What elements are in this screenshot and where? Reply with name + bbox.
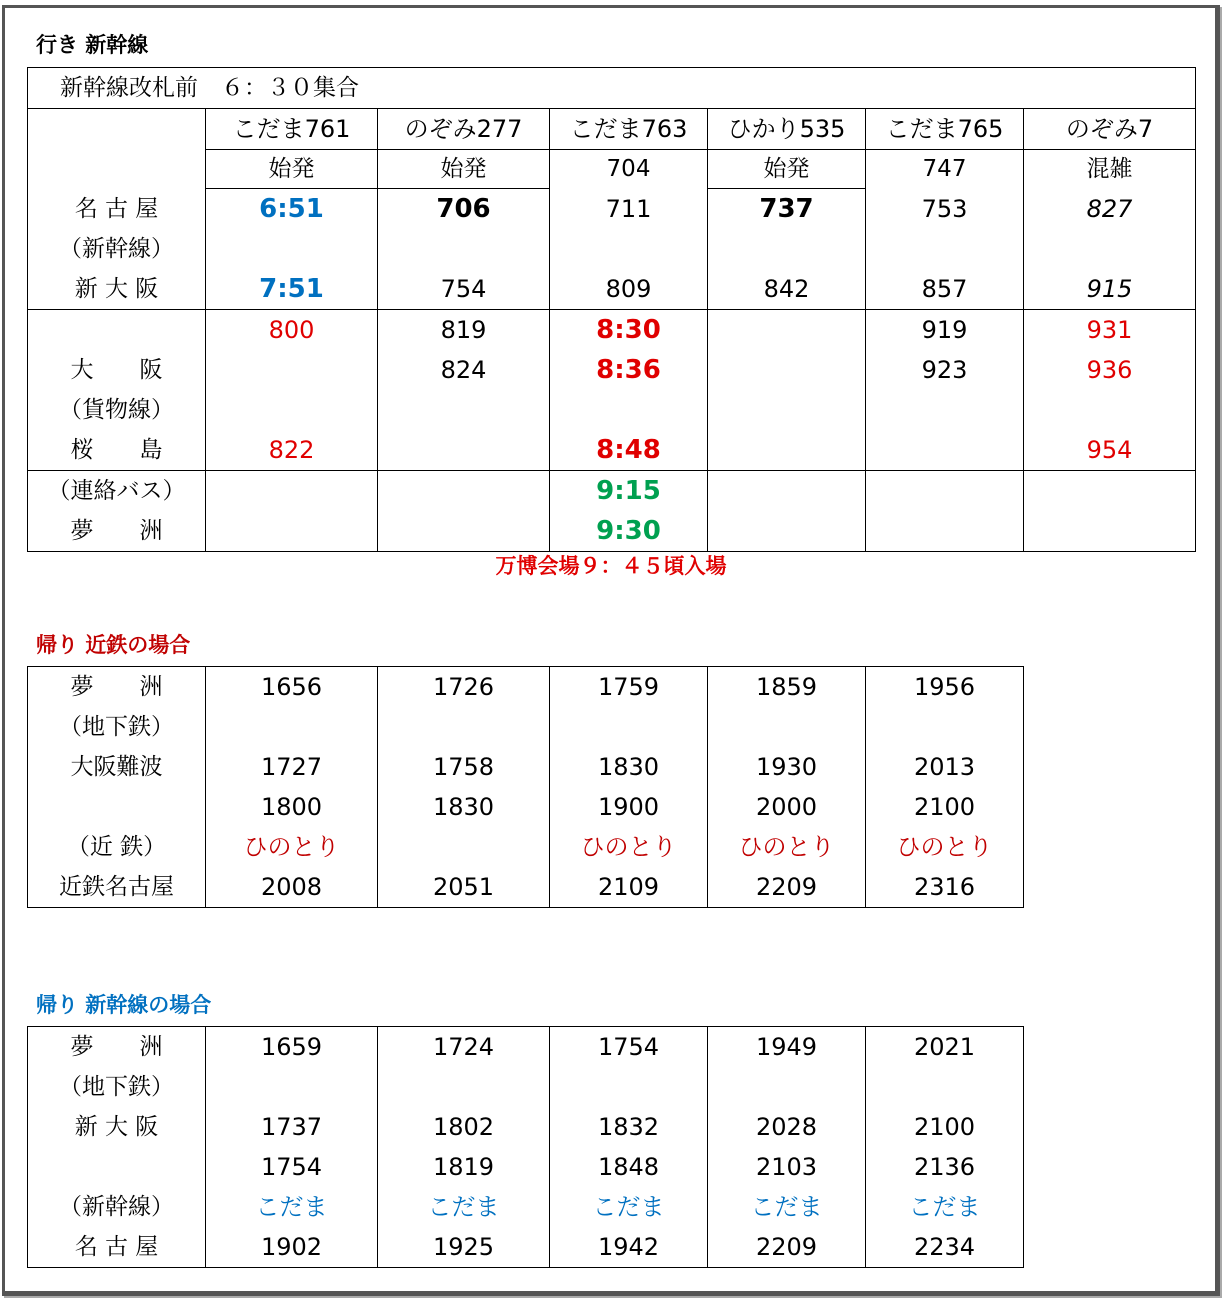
train-note: 始発 bbox=[378, 150, 550, 189]
time-cell bbox=[708, 189, 866, 310]
time-cell bbox=[1024, 189, 1196, 310]
hinotori-label: ひのとり bbox=[580, 833, 677, 861]
time-value: 8:30 bbox=[596, 315, 661, 345]
time-value: 753 bbox=[921, 194, 968, 223]
time-value: 754 bbox=[440, 275, 487, 303]
train-note: 始発 bbox=[708, 150, 866, 189]
time-value: 827 bbox=[1086, 194, 1133, 223]
shinkansen-return-title: 帰り 新幹線の場合 bbox=[36, 993, 212, 1017]
time-column: 1956 2013 2100 ひのとり 2316 bbox=[866, 667, 1024, 908]
time-value: 819 bbox=[440, 316, 487, 344]
time-column: 1754 1832 1848 こだま 1942 bbox=[550, 1027, 708, 1268]
station-labels bbox=[28, 1027, 206, 1268]
time-cell bbox=[866, 189, 1024, 310]
kodama-label: こだま bbox=[592, 1193, 665, 1221]
time-cell bbox=[550, 471, 708, 552]
station-label: 夢 洲 bbox=[70, 674, 163, 700]
time-value: 737 bbox=[759, 194, 814, 224]
time-value: 6:51 bbox=[259, 194, 324, 224]
time-cell bbox=[1024, 310, 1196, 471]
station-label: 大阪難波 bbox=[70, 754, 163, 780]
kodama-label: こだま bbox=[255, 1193, 328, 1221]
train-note: 混雑 bbox=[1024, 150, 1196, 189]
station-label: 名 古 屋 bbox=[74, 195, 159, 222]
station-label: 大 阪 bbox=[70, 357, 163, 383]
time-cell bbox=[708, 310, 866, 471]
time-value: 936 bbox=[1086, 356, 1133, 384]
bus-labels bbox=[28, 471, 206, 552]
time-value: 8:48 bbox=[596, 435, 661, 465]
station-labels bbox=[28, 667, 206, 908]
station-label: （新幹線） bbox=[59, 235, 174, 262]
station-label: （連絡バス） bbox=[47, 478, 186, 504]
train-name: のぞみ277 bbox=[378, 109, 550, 150]
station-label: 桜 島 bbox=[70, 437, 163, 463]
station-label: 新 大 阪 bbox=[74, 1114, 159, 1140]
time-cell bbox=[378, 189, 550, 310]
time-cell bbox=[206, 310, 378, 471]
hinotori-label: ひのとり bbox=[738, 833, 835, 861]
shinkansen-return-timetable bbox=[27, 1026, 1024, 1268]
time-cell bbox=[866, 310, 1024, 471]
train-name: こだま763 bbox=[550, 109, 708, 150]
kodama-label: こだま bbox=[750, 1193, 823, 1221]
station-label: （新幹線） bbox=[59, 1194, 174, 1220]
time-column: 1759 1830 1900 ひのとり 2109 bbox=[550, 667, 708, 908]
time-value: 923 bbox=[921, 356, 968, 384]
meeting-header: 新幹線改札前 ６：３０集合 bbox=[28, 68, 1196, 109]
time-value: 9:30 bbox=[596, 516, 661, 546]
train-name: のぞみ7 bbox=[1024, 109, 1196, 150]
time-value: 8:36 bbox=[596, 355, 661, 385]
station-label: 夢 洲 bbox=[70, 518, 163, 544]
hinotori-label: ひのとり bbox=[243, 833, 340, 861]
time-column: 1656 1727 1800 ひのとり 2008 bbox=[206, 667, 378, 908]
kodama-label: こだま bbox=[427, 1193, 500, 1221]
train-note: 始発 bbox=[206, 150, 378, 189]
time-value: 7:51 bbox=[259, 274, 324, 304]
station-label: 新 大 阪 bbox=[74, 275, 159, 302]
time-cell bbox=[550, 189, 708, 310]
time-cell bbox=[378, 310, 550, 471]
time-value: 809 bbox=[605, 274, 652, 303]
station-label: （地下鉄） bbox=[59, 1074, 174, 1100]
time-value: 919 bbox=[921, 316, 968, 344]
time-column: 1859 1930 2000 ひのとり 2209 bbox=[708, 667, 866, 908]
time-column: 1724 1802 1819 こだま 1925 bbox=[378, 1027, 550, 1268]
time-value: 9:15 bbox=[596, 476, 661, 506]
freight-station-labels bbox=[28, 310, 206, 471]
time-value: 842 bbox=[763, 275, 810, 303]
time-column: 1726 1758 1830 2051 bbox=[378, 667, 550, 908]
time-value: 915 bbox=[1086, 274, 1133, 303]
station-label: （貨物線） bbox=[59, 397, 174, 423]
time-cell bbox=[550, 310, 708, 471]
kintetsu-return-timetable bbox=[27, 666, 1024, 908]
expo-entry-note: 万博会場９：４５頃入場 bbox=[495, 554, 727, 578]
time-column: 1949 2028 2103 こだま 2209 bbox=[708, 1027, 866, 1268]
kintetsu-return-title: 帰り 近鉄の場合 bbox=[36, 633, 191, 657]
time-value: 800 bbox=[268, 316, 315, 344]
train-name: ひかり535 bbox=[708, 109, 866, 150]
station-label: （地下鉄） bbox=[59, 714, 174, 740]
time-value: 954 bbox=[1086, 436, 1133, 464]
hinotori-label: ひのとり bbox=[896, 833, 993, 861]
kodama-label: こだま bbox=[908, 1193, 981, 1221]
outbound-timetable bbox=[27, 67, 1196, 552]
time-value: 822 bbox=[268, 436, 315, 464]
time-cell bbox=[206, 189, 378, 310]
time-column: 2021 2100 2136 こだま 2234 bbox=[866, 1027, 1024, 1268]
station-label: 近鉄名古屋 bbox=[59, 874, 174, 900]
shinkansen-station-labels bbox=[28, 189, 206, 310]
time-value: 857 bbox=[921, 274, 968, 303]
train-note: 704 bbox=[550, 150, 708, 189]
train-note: 747 bbox=[866, 150, 1024, 189]
time-column: 1659 1737 1754 こだま 1902 bbox=[206, 1027, 378, 1268]
train-name: こだま761 bbox=[206, 109, 378, 150]
station-label: 夢 洲 bbox=[70, 1034, 163, 1060]
station-label: 名 古 屋 bbox=[74, 1234, 159, 1260]
time-value: 706 bbox=[436, 194, 491, 224]
train-name: こだま765 bbox=[866, 109, 1024, 150]
time-value: 931 bbox=[1086, 316, 1133, 344]
blank-label-cell bbox=[28, 109, 206, 150]
outbound-title: 行き 新幹線 bbox=[36, 33, 149, 57]
time-value: 824 bbox=[440, 356, 487, 384]
station-label: （近 鉄） bbox=[66, 834, 167, 860]
time-value: 711 bbox=[605, 194, 652, 223]
